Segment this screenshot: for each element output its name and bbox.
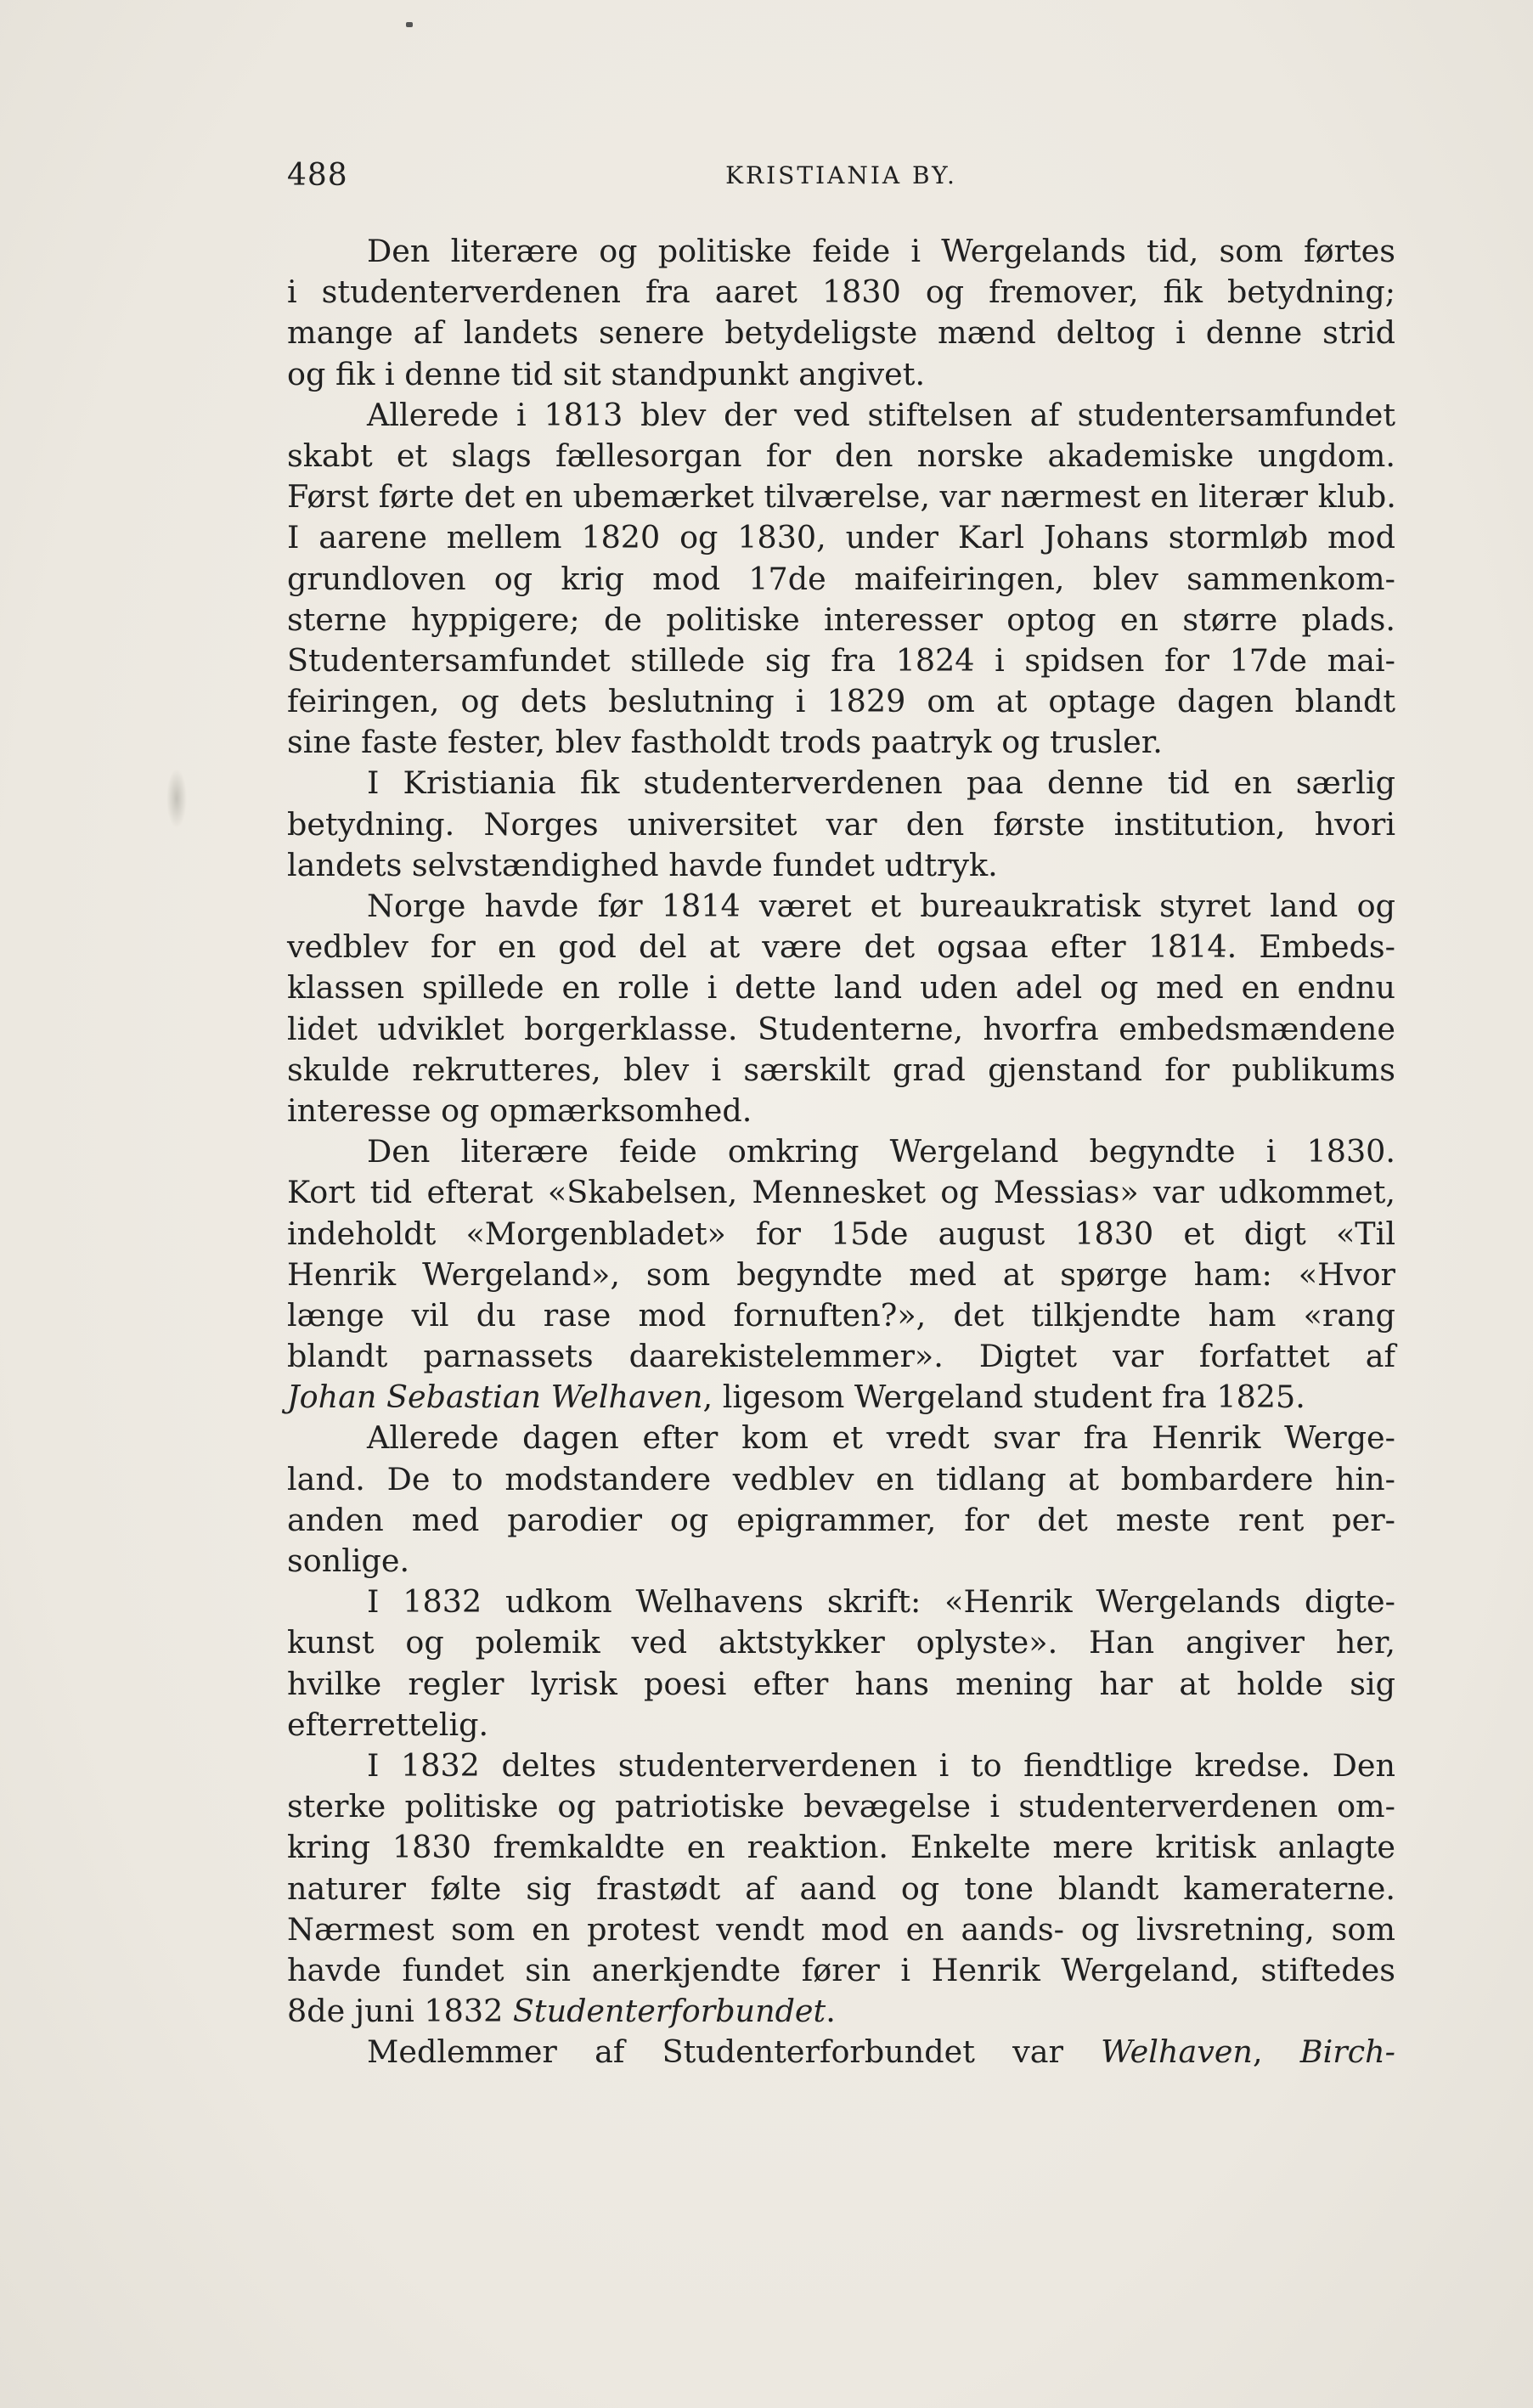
- text-segment: sine faste fester, blev fastholdt trods paatryk og trusler.: [287, 724, 1163, 761]
- text-segment: Henrik Wergeland», som begyndte med at spørge ham: «Hvor: [287, 1255, 1395, 1293]
- text-segment: I 1832 udkom Welhavens skrift: «Henrik Wergelands digte-: [367, 1583, 1395, 1621]
- text-line: [287, 1991, 1395, 2032]
- print-speck: [406, 22, 413, 27]
- page-header: [287, 158, 1395, 209]
- text-segment: kunst og polemik ved aktstykker oplyste». Han angiver her,: [287, 1624, 1395, 1661]
- text-segment: ,: [1252, 2033, 1300, 2071]
- text-line: [287, 517, 1395, 558]
- body-text: [287, 231, 1395, 2072]
- text-segment: blandt parnassets daarekistelemmer». Digtet var forfattet af: [287, 1338, 1395, 1375]
- text-line: [287, 1336, 1395, 1377]
- text-line: [287, 477, 1395, 517]
- text-segment: Først førte det en ubemærket tilværelse, var nærmest en literær klub.: [287, 478, 1396, 516]
- text-line: [287, 1050, 1395, 1091]
- text-line: [287, 1172, 1395, 1213]
- text-segment: I Kristiania fik studenterverdenen paa denne tid en særlig: [367, 764, 1395, 802]
- text-segment: skabt et slags fællesorgan for den norske akademiske ungdom.: [287, 437, 1395, 474]
- text-segment: anden med parodier og epigrammer, for det meste rent per-: [287, 1501, 1395, 1538]
- text-line: [287, 927, 1395, 967]
- margin-smudge: [166, 769, 187, 828]
- text-line: [287, 845, 1395, 886]
- text-line: [287, 1622, 1395, 1663]
- text-line: [287, 559, 1395, 600]
- text-segment: havde fundet sin anerkjendte fører i Henrik Wergeland, stiftedes: [287, 1951, 1395, 1988]
- text-line: [287, 1869, 1395, 1909]
- text-line: [287, 600, 1395, 640]
- text-line: [287, 1950, 1395, 1991]
- text-segment: land. De to modstandere vedblev en tidlang at bombardere hin-: [287, 1460, 1395, 1497]
- text-line: [287, 1418, 1395, 1458]
- text-line: [287, 722, 1395, 763]
- text-line: [287, 1827, 1395, 1868]
- text-segment: vedblev for en god del at være det ogsaa efter 1814. Embeds-: [287, 928, 1395, 966]
- text-segment: i studenterverdenen fra aaret 1830 og fremover, fik betydning;: [287, 274, 1395, 311]
- text-line: [287, 1091, 1395, 1131]
- text-segment: sterke politiske og patriotiske bevægelse i studenterverdenen om-: [287, 1788, 1395, 1825]
- text-line: [287, 681, 1395, 722]
- text-line: [287, 1582, 1395, 1622]
- text-segment: Den literære feide omkring Wergeland begyndte i 1830.: [367, 1133, 1395, 1170]
- text-segment: lidet udviklet borgerklasse. Studenterne, hvorfra embedsmændene: [287, 1010, 1395, 1047]
- text-segment: Studentersamfundet stillede sig fra 1824 i spidsen for 17de mai-: [287, 641, 1395, 679]
- text-segment: I aarene mellem 1820 og 1830, under Karl Johans stormløb mod: [287, 519, 1395, 556]
- text-segment: Allerede dagen efter kom et vredt svar fra Henrik Werge-: [367, 1419, 1395, 1457]
- text-line: [287, 1541, 1395, 1582]
- text-line: [287, 231, 1395, 272]
- text-segment: 8de juni 1832: [287, 1993, 513, 2030]
- text-segment: og fik i denne tid sit standpunkt angivet.: [287, 355, 926, 392]
- text-segment: feiringen, og dets beslutning i 1829 om at optage dagen blandt: [287, 683, 1395, 720]
- text-line: [287, 1295, 1395, 1336]
- text-segment: Den literære og politiske feide i Wergelands tid, som førtes: [367, 233, 1395, 269]
- text-line: [287, 1909, 1395, 1950]
- text-line: [287, 436, 1395, 477]
- page-number: 488: [287, 158, 348, 193]
- text-segment: efterrettelig.: [287, 1706, 489, 1743]
- text-segment: sonlige.: [287, 1542, 410, 1579]
- text-segment: grundloven og krig mod 17de maifeiringen, blev sammenkom-: [287, 560, 1395, 597]
- text-line: [287, 886, 1395, 927]
- text-segment: Norge havde før 1814 været et bureaukratisk styret land og: [367, 888, 1395, 924]
- text-segment: interesse og opmærksomhed.: [287, 1091, 752, 1129]
- text-segment: betydning. Norges universitet var den første institution, hvori: [287, 805, 1395, 843]
- text-line: [287, 1500, 1395, 1541]
- text-line: [287, 1131, 1395, 1172]
- text-line: [287, 354, 1395, 395]
- text-segment: længe vil du rase mod fornuften?», det tilkjendte ham «rang: [287, 1296, 1395, 1334]
- text-line: [287, 1214, 1395, 1255]
- italic-text: Studenterforbundet: [512, 1993, 826, 2030]
- text-line: [287, 1255, 1395, 1295]
- text-segment: naturer følte sig frastødt af aand og tone blandt kameraterne.: [287, 1869, 1395, 1907]
- italic-text: Johan Sebastian Welhaven: [287, 1379, 703, 1416]
- text-line: [287, 1664, 1395, 1705]
- text-segment: Kort tid efterat «Skabelsen, Mennesket og Messias» var udkommet,: [287, 1174, 1395, 1211]
- italic-text: Birch-: [1299, 2033, 1395, 2071]
- text-line: [287, 804, 1395, 845]
- text-segment: hvilke regler lyrisk poesi efter hans mening har at holde sig: [287, 1665, 1395, 1702]
- text-segment: indeholdt «Morgenbladet» for 15de august 1830 et digt «Til: [287, 1215, 1395, 1252]
- text-segment: I 1832 deltes studenterverdenen i to fiendtlige kredse. Den: [367, 1746, 1395, 1784]
- text-segment: landets selvstændighed havde fundet udtryk.: [287, 846, 998, 883]
- text-segment: Nærmest som en protest vendt mod en aands- og livsretning, som: [287, 1910, 1395, 1948]
- text-line: [287, 313, 1395, 353]
- text-segment: klassen spillede en rolle i dette land uden adel og med en endnu: [287, 969, 1395, 1007]
- text-segment: kring 1830 fremkaldte en reaktion. Enkelte mere kritisk anlagte: [287, 1829, 1395, 1866]
- text-segment: Allerede i 1813 blev der ved stiftelsen af studentersamfundet: [367, 396, 1395, 433]
- text-segment: mange af landets senere betydeligste mænd deltog i denne strid: [287, 314, 1395, 352]
- text-segment: sterne hyppigere; de politiske interesser optog en større plads.: [287, 601, 1395, 638]
- text-line: [287, 967, 1395, 1008]
- text-line: [287, 272, 1395, 313]
- text-line: [287, 763, 1395, 804]
- running-title: KRISTIANIA BY.: [725, 161, 957, 189]
- text-line: [287, 1786, 1395, 1827]
- text-line: [287, 1459, 1395, 1500]
- text-segment: .: [826, 1993, 836, 2030]
- text-line: [287, 1009, 1395, 1050]
- italic-text: Welhaven: [1101, 2033, 1253, 2071]
- text-line: [287, 640, 1395, 681]
- text-line: [287, 395, 1395, 436]
- text-segment: , ligesom Wergeland student fra 1825.: [702, 1379, 1305, 1416]
- text-line: [287, 2032, 1395, 2072]
- text-line: [287, 1705, 1395, 1745]
- text-line: [287, 1377, 1395, 1418]
- text-segment: skulde rekrutteres, blev i særskilt grad gjenstand for publikums: [287, 1051, 1395, 1088]
- text-segment: Medlemmer af Studenterforbundet var: [367, 2033, 1102, 2071]
- text-line: [287, 1745, 1395, 1786]
